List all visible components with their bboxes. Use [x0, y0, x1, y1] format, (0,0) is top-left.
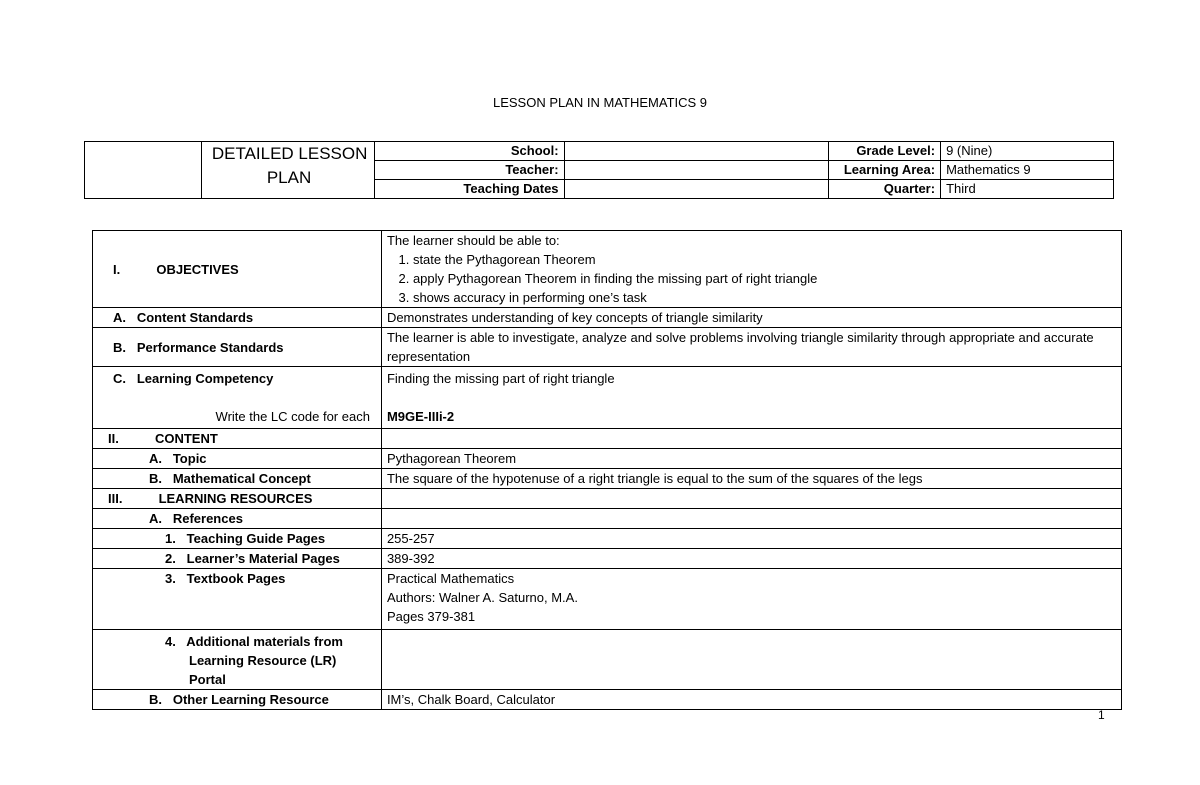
dlp-title-cell: [201, 142, 374, 199]
textbook-authors: Authors: Walner A. Saturno, M.A.: [386, 590, 578, 605]
textbook-pages: Pages 379-381: [386, 609, 476, 624]
performance-standards-label: B. Performance Standards: [93, 328, 382, 367]
header-blank-cell: [85, 142, 202, 199]
table-row: [93, 231, 1122, 308]
learning-area-value: Mathematics 9: [941, 161, 1114, 180]
teaching-guide-label: 1. Teaching Guide Pages: [93, 529, 382, 549]
additional-materials-line2: Learning Resource (LR): [189, 653, 337, 668]
header-table: [84, 141, 1114, 199]
lc-code-label: Write the LC code for each: [215, 409, 370, 424]
topic-label: A. Topic: [93, 449, 382, 469]
table-row: [93, 429, 1122, 449]
table-row: [93, 469, 1122, 489]
quarter-value: Third: [941, 180, 1114, 199]
mathematical-concept-label: B. Mathematical Concept: [93, 469, 382, 489]
grade-level-value: 9 (Nine): [941, 142, 1114, 161]
objective-item: 2. apply Pythagorean Theorem in finding the missing part of right triangle: [413, 269, 1116, 288]
learning-competency-cell: [93, 367, 382, 429]
learning-competency-value: Finding the missing part of right triangle: [386, 371, 615, 386]
table-row: [93, 630, 1122, 690]
table-row: [93, 489, 1122, 509]
additional-materials-cell: [93, 630, 382, 690]
teaching-guide-value: 255-257: [381, 529, 1121, 549]
table-row: [93, 549, 1122, 569]
objectives-label: I. OBJECTIVES: [93, 231, 382, 308]
objectives-intro: The learner should be able to:: [386, 233, 560, 248]
performance-standards-value: The learner is able to investigate, analyze and solve problems involving triangle similarity through appropriate and accurate representation: [381, 328, 1121, 367]
additional-materials-line3: Portal: [189, 672, 226, 687]
grade-level-label: Grade Level:: [829, 142, 941, 161]
references-value: [381, 509, 1121, 529]
dlp-title-line2: PLAN: [266, 168, 312, 187]
table-row: [93, 308, 1122, 328]
dlp-title-line1: DETAILED LESSON: [211, 144, 368, 163]
table-row: [93, 529, 1122, 549]
teaching-dates-value: [564, 180, 829, 199]
learning-resources-value: [381, 489, 1121, 509]
table-row: [93, 690, 1122, 710]
teaching-dates-label: Teaching Dates: [374, 180, 564, 199]
learning-area-label: Learning Area:: [829, 161, 941, 180]
table-row: [93, 509, 1122, 529]
content-standards-label: A. Content Standards: [93, 308, 382, 328]
teacher-value: [564, 161, 829, 180]
other-learning-resource-label: B. Other Learning Resource: [93, 690, 382, 710]
learning-competency-value-cell: [381, 367, 1121, 429]
learning-competency-label: C. Learning Competency: [113, 371, 274, 386]
content-label: II. CONTENT: [93, 429, 382, 449]
document-title: LESSON PLAN IN MATHEMATICS 9: [492, 95, 708, 110]
table-row: [93, 449, 1122, 469]
content-standards-value: Demonstrates understanding of key concepts of triangle similarity: [381, 308, 1121, 328]
other-learning-resource-value: IM’s, Chalk Board, Calculator: [381, 690, 1121, 710]
school-value: [564, 142, 829, 161]
additional-materials-value: [381, 630, 1121, 690]
textbook-title: Practical Mathematics: [386, 571, 515, 586]
textbook-label: 3. Textbook Pages: [93, 569, 382, 630]
table-row: [93, 367, 1122, 429]
learners-material-label: 2. Learner’s Material Pages: [93, 549, 382, 569]
objective-item: 1. state the Pythagorean Theorem: [413, 250, 1116, 269]
objective-item: 3. shows accuracy in performing one’s task: [413, 288, 1116, 307]
references-label: A. References: [93, 509, 382, 529]
quarter-label: Quarter:: [829, 180, 941, 199]
textbook-value-cell: [381, 569, 1121, 630]
content-value: [381, 429, 1121, 449]
table-row: [93, 569, 1122, 630]
learners-material-value: 389-392: [381, 549, 1121, 569]
objectives-list: [387, 250, 1116, 307]
lc-code-value: M9GE-IIIi-2: [386, 409, 455, 424]
lesson-plan-table: [92, 230, 1122, 710]
learning-resources-label: III. LEARNING RESOURCES: [93, 489, 382, 509]
teacher-label: Teacher:: [374, 161, 564, 180]
additional-materials-line1: 4. Additional materials from: [165, 634, 343, 649]
school-label: School:: [374, 142, 564, 161]
page-number: 1: [1098, 708, 1105, 722]
objectives-cell: [381, 231, 1121, 308]
mathematical-concept-value: The square of the hypotenuse of a right triangle is equal to the sum of the squares of the legs: [381, 469, 1121, 489]
topic-value: Pythagorean Theorem: [381, 449, 1121, 469]
table-row: [93, 328, 1122, 367]
